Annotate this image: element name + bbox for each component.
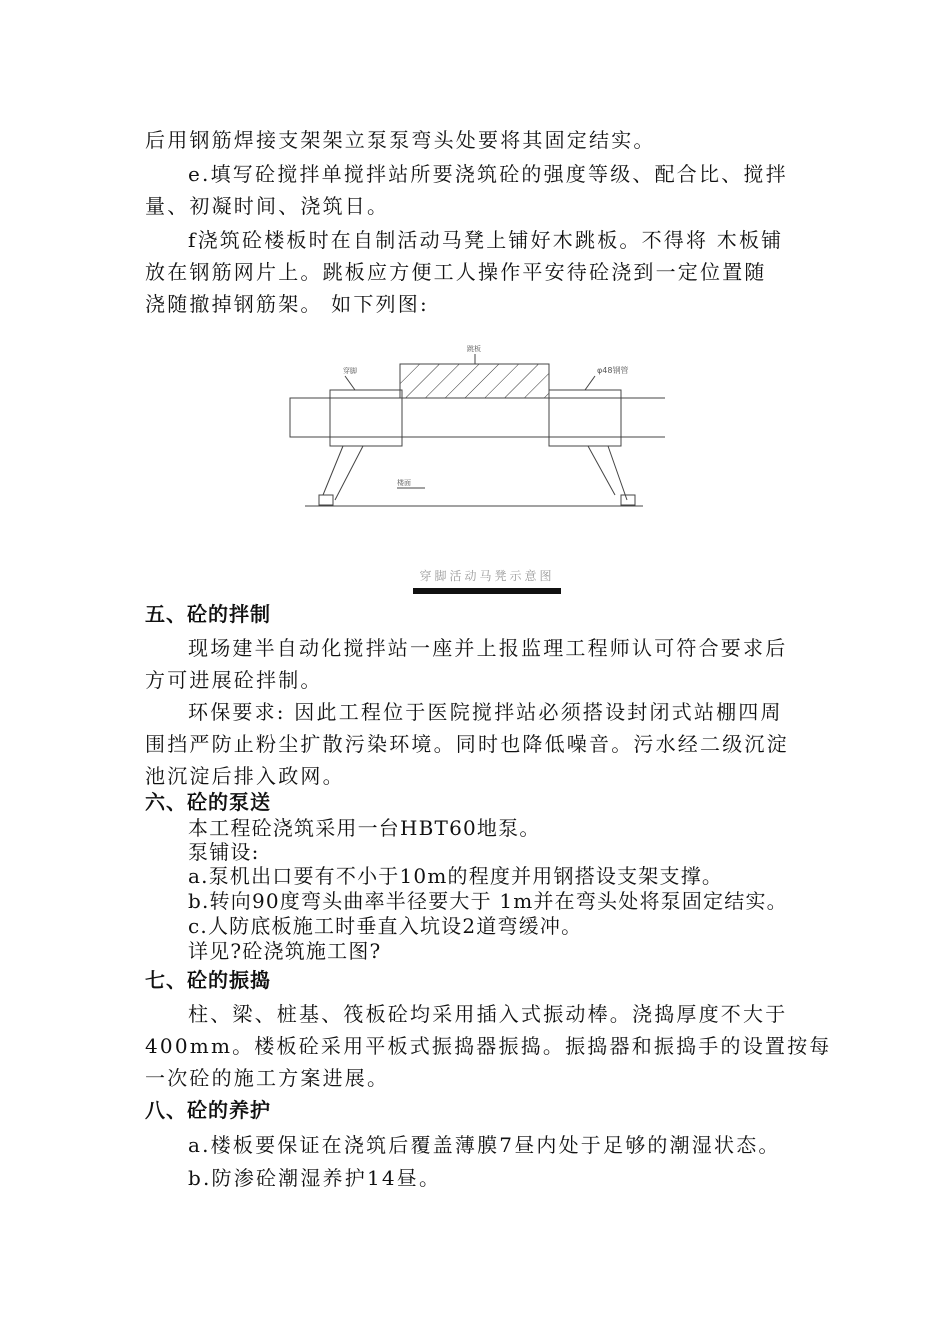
caption-underline <box>413 588 561 594</box>
paragraph-line: 本工程砼浇筑采用一台HBT60地泵。 <box>188 816 541 840</box>
paragraph-line: 量、初凝时间、浇筑日。 <box>145 194 390 218</box>
paragraph-line: b.转向90度弯头曲率半径要大于 1m并在弯头处将泵固定结实。 <box>188 889 788 913</box>
paragraph-line: c.人防底板施工时垂直入坑设2道弯缓冲。 <box>188 914 583 938</box>
section-heading: 五、砼的拌制 <box>145 602 271 626</box>
figure-caption: 穿脚活动马凳示意图 <box>419 569 555 583</box>
paragraph-line: 放在钢筋网片上。跳板应方便工人操作平安待砼浇到一定位置随 <box>145 260 767 284</box>
left-leg <box>323 446 343 495</box>
foot-label: 穿脚 <box>343 367 357 375</box>
paragraph-line: 后用钢筋焊接支架架立泵泵弯头处要将其固定结实。 <box>145 128 656 152</box>
paragraph-line: a.泵机出口要有不小于10m的程度并用钢搭设支架支撑。 <box>188 864 724 888</box>
paragraph-line: 方可进展砼拌制。 <box>145 668 323 692</box>
section-heading: 八、砼的养护 <box>145 1098 271 1122</box>
pipe-label: φ48钢管 <box>597 366 629 375</box>
section-heading: 六、砼的泵送 <box>145 790 271 814</box>
steel-pipe <box>290 398 665 437</box>
paragraph-line: 浇随撤掉钢筋架。 如下列图: <box>145 292 429 316</box>
paragraph-line: 池沉淀后排入政网。 <box>145 764 345 788</box>
right-foot <box>621 495 635 505</box>
paragraph-line: 现场建半自动化搅拌站一座并上报监理工程师认可符合要求后 <box>188 636 788 660</box>
paragraph-line: 柱、梁、桩基、筏板砼均采用插入式振动棒。浇捣厚度不大于 <box>188 1002 788 1026</box>
section-heading: 七、砼的振捣 <box>145 968 271 992</box>
paragraph-line: b.防渗砼潮湿养护14昼。 <box>188 1166 442 1190</box>
paragraph-line: 围挡严防止粉尘扩散污染环境。同时也降低噪音。污水经二级沉淀 <box>145 732 789 756</box>
left-foot <box>319 495 333 505</box>
plank <box>400 364 549 398</box>
paragraph-line: e.填写砼搅拌单搅拌站所要浇筑砼的强度等级、配合比、搅拌 <box>188 162 788 186</box>
floor-label: 楼面 <box>397 479 411 487</box>
paragraph-line: 400mm。楼板砼采用平板式振捣器振捣。振捣器和振捣手的设置按每 <box>145 1034 832 1058</box>
paragraph-line: 环保要求: 因此工程位于医院搅拌站必须搭设封闭式站棚四周 <box>188 700 783 724</box>
paragraph-line: f浇筑砼楼板时在自制活动马凳上铺好木跳板。不得将 木板铺 <box>188 228 784 252</box>
paragraph-line: 详见?砼浇筑施工图? <box>188 939 382 963</box>
paragraph-line: 一次砼的施工方案进展。 <box>145 1066 390 1090</box>
stool-diagram <box>285 340 665 515</box>
paragraph-line: a.楼板要保证在浇筑后覆盖薄膜7昼内处于足够的潮湿状态。 <box>188 1133 781 1157</box>
plank-label: 跳板 <box>467 345 481 353</box>
paragraph-line: 泵铺设: <box>188 840 260 864</box>
